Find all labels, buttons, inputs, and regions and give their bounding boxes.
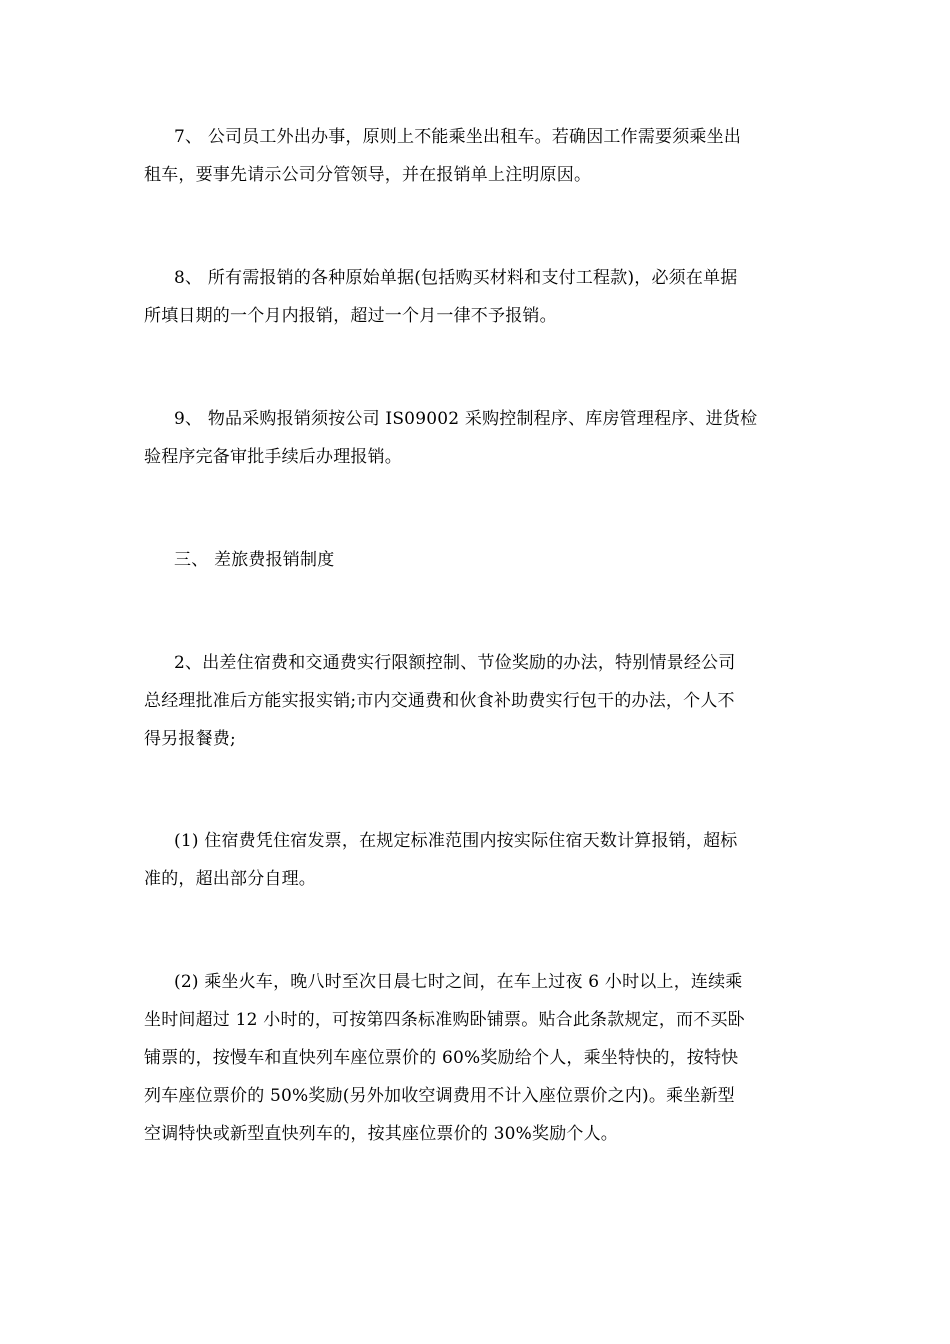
paragraph-line: (1) 住宿费凭住宿发票，在规定标准范围内按实际住宿天数计算报销，超标 bbox=[174, 831, 738, 851]
paragraph-line: 列车座位票价的 50%奖励(另外加收空调费用不计入座位票价之内)。乘坐新型 bbox=[144, 1086, 735, 1106]
paragraph-line: 准的，超出部分自理。 bbox=[144, 869, 316, 889]
paragraph-line: 7、 公司员工外出办事，原则上不能乘坐出租车。若确因工作需要须乘坐出 bbox=[174, 127, 742, 147]
paragraph-line: (2) 乘坐火车，晚八时至次日晨七时之间，在车上过夜 6 小时以上，连续乘 bbox=[174, 972, 743, 992]
paragraph-line: 所填日期的一个月内报销，超过一个月一律不予报销。 bbox=[144, 306, 557, 326]
paragraph-line: 铺票的，按慢车和直快列车座位票价的 60%奖励给个人，乘坐特快的，按特快 bbox=[144, 1048, 739, 1068]
paragraph-line: 空调特快或新型直快列车的，按其座位票价的 30%奖励个人。 bbox=[144, 1124, 618, 1144]
paragraph-line: 坐时间超过 12 小时的，可按第四条标准购卧铺票。贴合此条款规定，而不买卧 bbox=[144, 1010, 745, 1030]
paragraph-8 bbox=[144, 259, 808, 335]
section-heading-travel-expense bbox=[144, 541, 808, 579]
paragraph-line: 2、出差住宿费和交通费实行限额控制、节俭奖励的办法，特别情景经公司 bbox=[174, 653, 736, 673]
paragraph-line: 租车，要事先请示公司分管领导，并在报销单上注明原因。 bbox=[144, 165, 592, 185]
paragraph-2-item-2 bbox=[144, 963, 808, 1153]
paragraph-line: 8、 所有需报销的各种原始单据(包括购买材料和支付工程款)，必须在单据 bbox=[174, 268, 738, 288]
paragraph-line: 验程序完备审批手续后办理报销。 bbox=[144, 447, 402, 467]
paragraph-line: 总经理批准后方能实报实销;市内交通费和伙食补助费实行包干的办法，个人不 bbox=[144, 691, 735, 711]
paragraph-line: 9、 物品采购报销须按公司 IS09002 采购控制程序、库房管理程序、进货检 bbox=[174, 409, 758, 429]
paragraph-2-item-1 bbox=[144, 822, 808, 898]
paragraph-line: 得另报餐费; bbox=[144, 729, 236, 749]
paragraph-7 bbox=[144, 118, 808, 194]
section-heading-line: 三、 差旅费报销制度 bbox=[174, 550, 335, 570]
paragraph-2 bbox=[144, 644, 808, 758]
paragraph-9 bbox=[144, 400, 808, 476]
